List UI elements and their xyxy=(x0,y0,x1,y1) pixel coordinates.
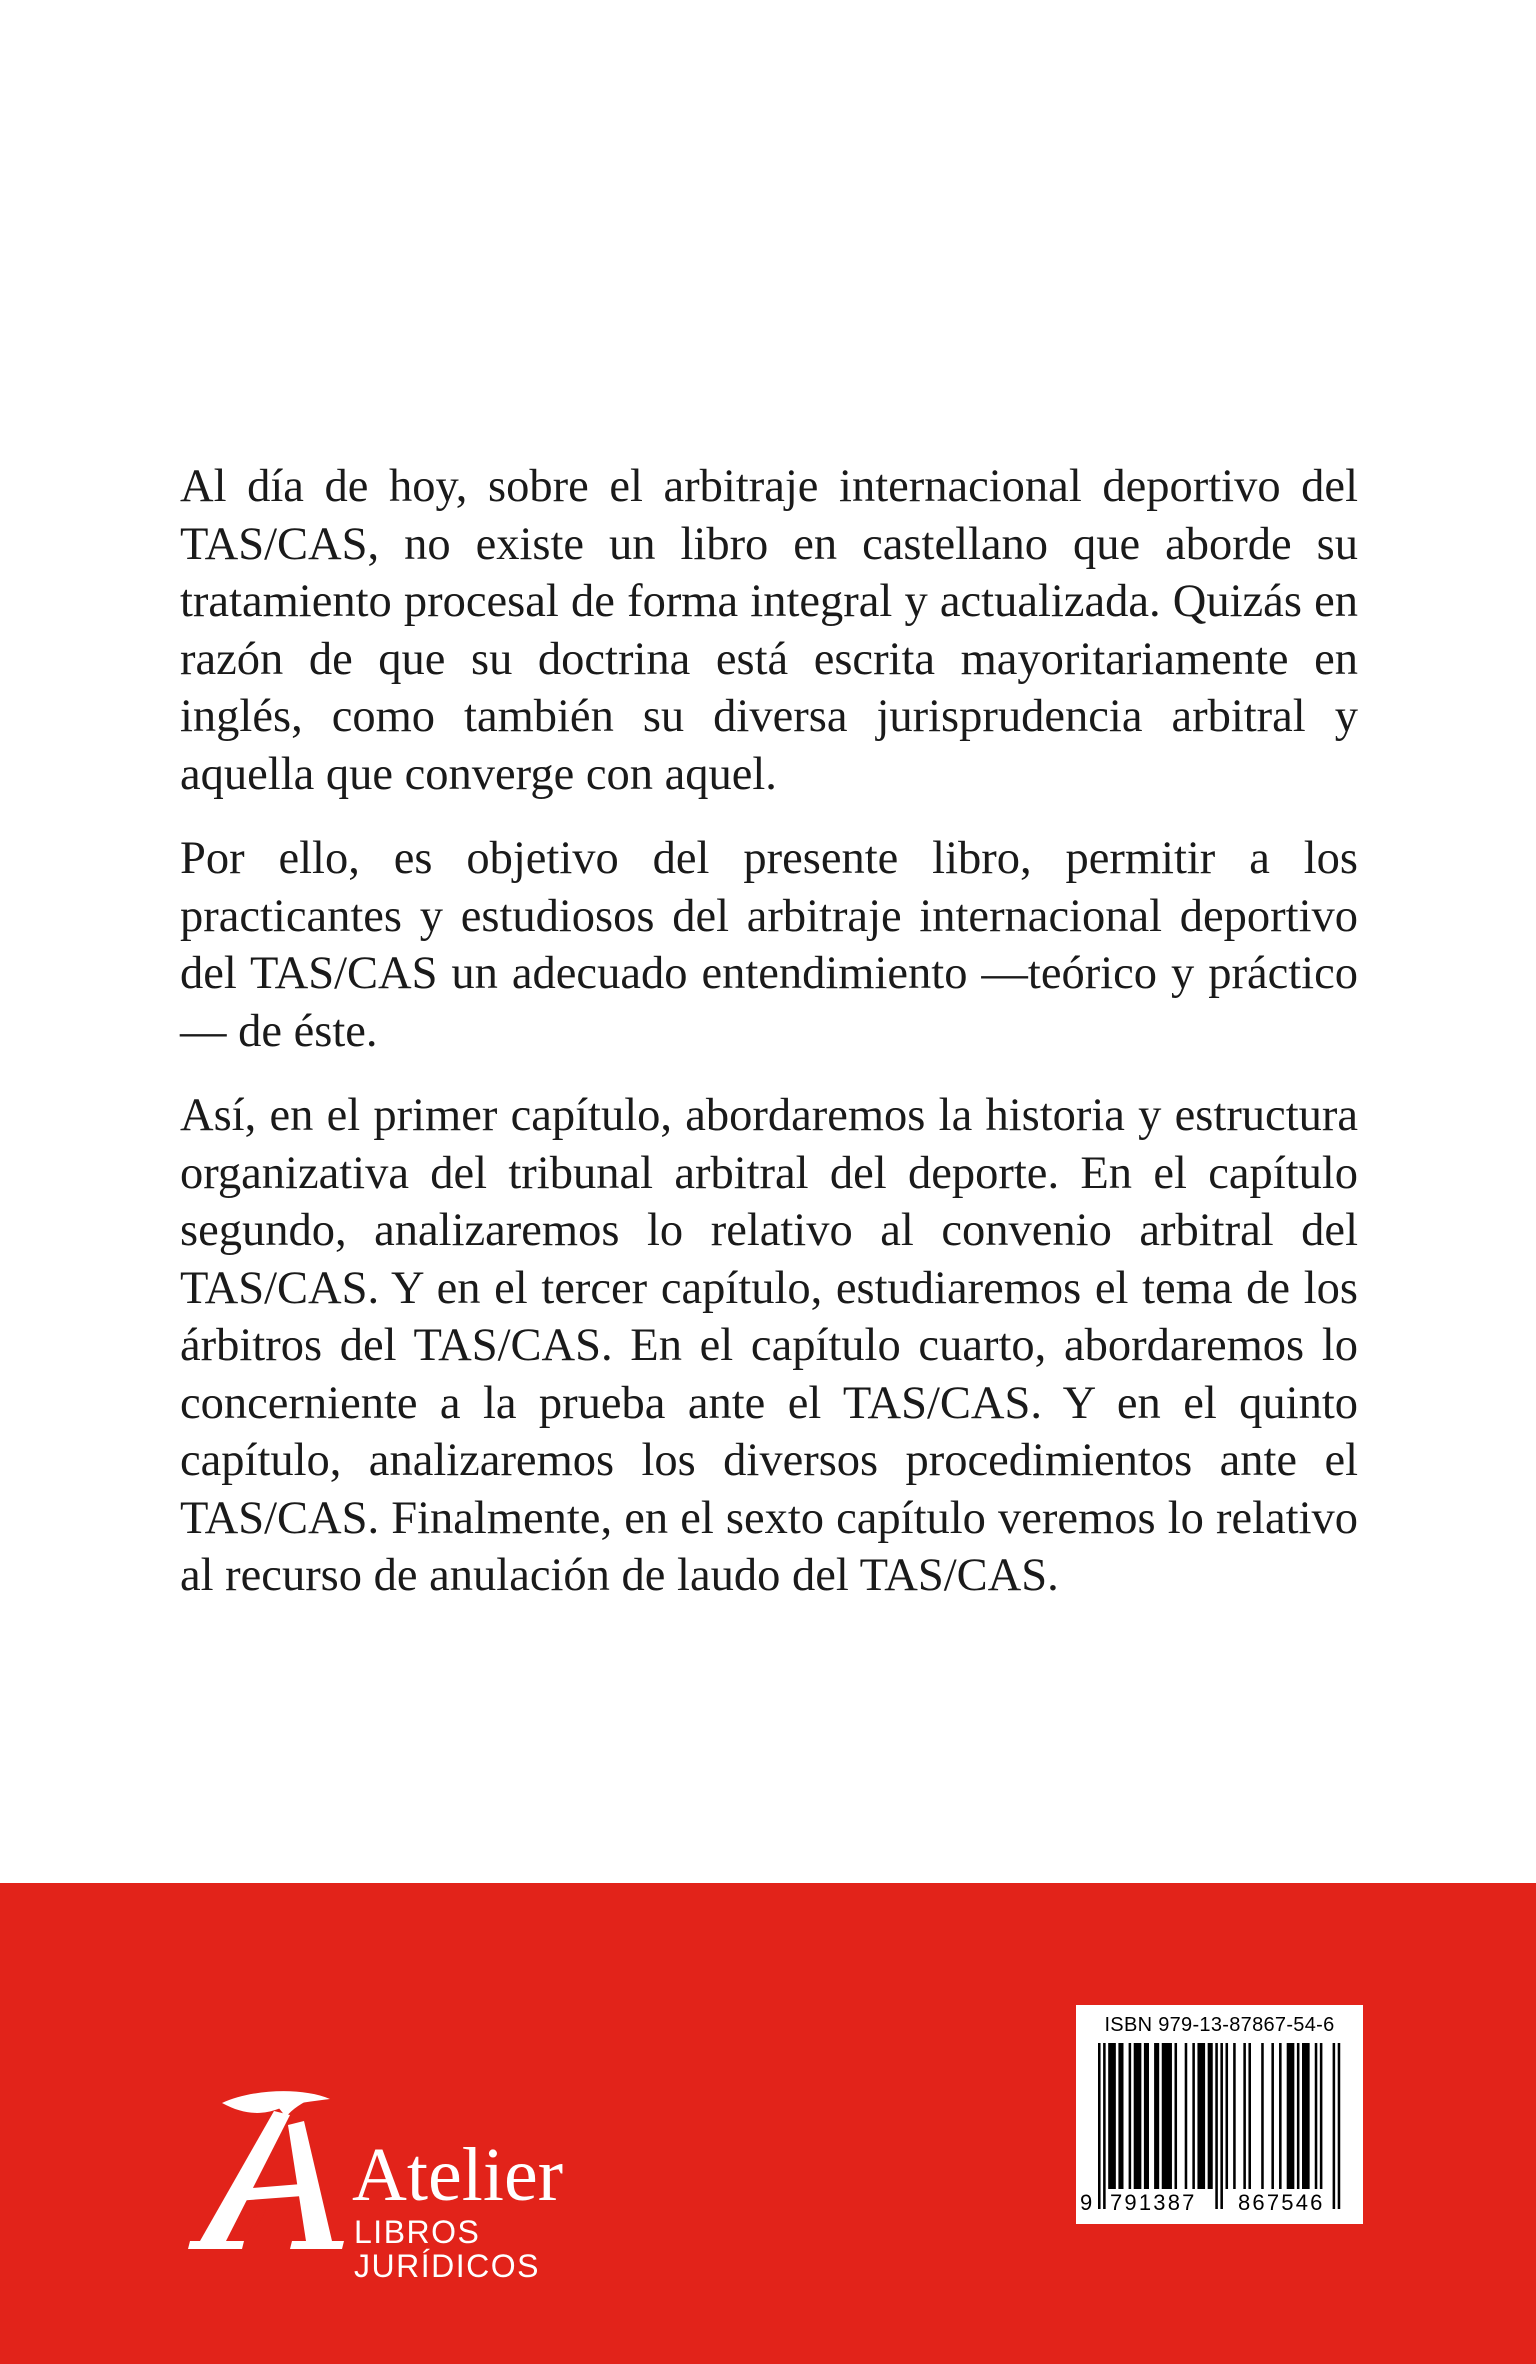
isbn-label: ISBN 979-13-87867-54-6 xyxy=(1104,2014,1335,2036)
barcode-bar xyxy=(1144,2043,1149,2189)
barcode-bar xyxy=(1271,2043,1274,2189)
isbn-barcode xyxy=(1076,2005,1363,2224)
barcode-bar xyxy=(1118,2043,1123,2189)
barcode-bar xyxy=(1215,2043,1218,2209)
blurb-paragraph-3: Así, en el primer capítulo, abordaremos la historia y estructura organizativa del tribunal arbitral del deporte. En el capítulo segundo, analizaremos lo relativo al convenio arbitral del TAS/CAS. Y en el tercer capítulo, estudiaremos el tema de los árbitros del TAS/CAS. En el capítulo cuarto, abordaremos lo concerniente a la prueba ante el TAS/CAS. Y en el quinto capítulo, analizaremos los diversos procedimientos ante el TAS/CAS. Finalmente, en el sexto capítulo veremos lo relativo al recurso de anulación de laudo del TAS/CAS. xyxy=(180,1090,1358,1601)
blurb-paragraph-2: Por ello, es objetivo del presente libro, permitir a los practicantes y estudiosos del arbitraje internacional deportivo del TAS/CAS un adecuado entendimiento —teórico y práctico— de éste. xyxy=(180,833,1358,1057)
barcode-bar xyxy=(1134,2043,1142,2189)
barcode-bar xyxy=(1287,2043,1295,2189)
barcode-bar xyxy=(1226,2043,1229,2189)
publisher-tagline: LIBROS JURÍDICOS xyxy=(354,2214,540,2284)
barcode-bar xyxy=(1185,2043,1188,2189)
barcode-bar xyxy=(1175,2043,1178,2189)
barcode-bar xyxy=(1338,2043,1341,2209)
barcode-bar xyxy=(1208,2043,1213,2189)
barcode-bar xyxy=(1098,2043,1101,2209)
barcode-bar xyxy=(1243,2043,1246,2189)
ean-left-group: 791387 xyxy=(1110,2190,1197,2215)
barcode-bar xyxy=(1103,2043,1106,2209)
barcode-bar xyxy=(1108,2043,1116,2189)
ean-lead-digit: 9 xyxy=(1080,2190,1093,2215)
barcode-bar xyxy=(1315,2043,1318,2189)
barcode-bar xyxy=(1297,2043,1300,2189)
barcode-bar xyxy=(1162,2043,1172,2189)
barcode-bar xyxy=(1261,2043,1264,2189)
barcode-bar xyxy=(1302,2043,1310,2189)
publisher-name: Atelier xyxy=(352,2133,564,2217)
barcode-bar xyxy=(1279,2043,1282,2189)
blurb-paragraph-1: Al día de hoy, sobre el arbitraje internacional deportivo del TAS/CAS, no existe un libro en castellano que aborde su tratamiento procesal de forma integral y actualizada. Quizás en razón de que su doctrina está escrita mayoritariamente en inglés, como también su diversa jurisprudencia arbitral y aquella que converge con aquel. xyxy=(180,461,1358,800)
barcode-bar xyxy=(1192,2043,1195,2189)
barcode-bar xyxy=(1129,2043,1132,2189)
barcode-bar xyxy=(1197,2043,1205,2189)
barcode-bar xyxy=(1320,2043,1323,2189)
barcode-bar xyxy=(1248,2043,1251,2189)
publisher-logo xyxy=(182,2085,622,2284)
barcode-bar xyxy=(1233,2043,1236,2189)
cover-blurb xyxy=(180,458,1358,1632)
atelier-a-logo-icon xyxy=(182,2085,350,2253)
barcode-bar xyxy=(1154,2043,1159,2189)
barcode-bar xyxy=(1333,2043,1336,2209)
barcode-bar xyxy=(1220,2043,1223,2209)
ean-right-group: 867546 xyxy=(1238,2190,1325,2215)
